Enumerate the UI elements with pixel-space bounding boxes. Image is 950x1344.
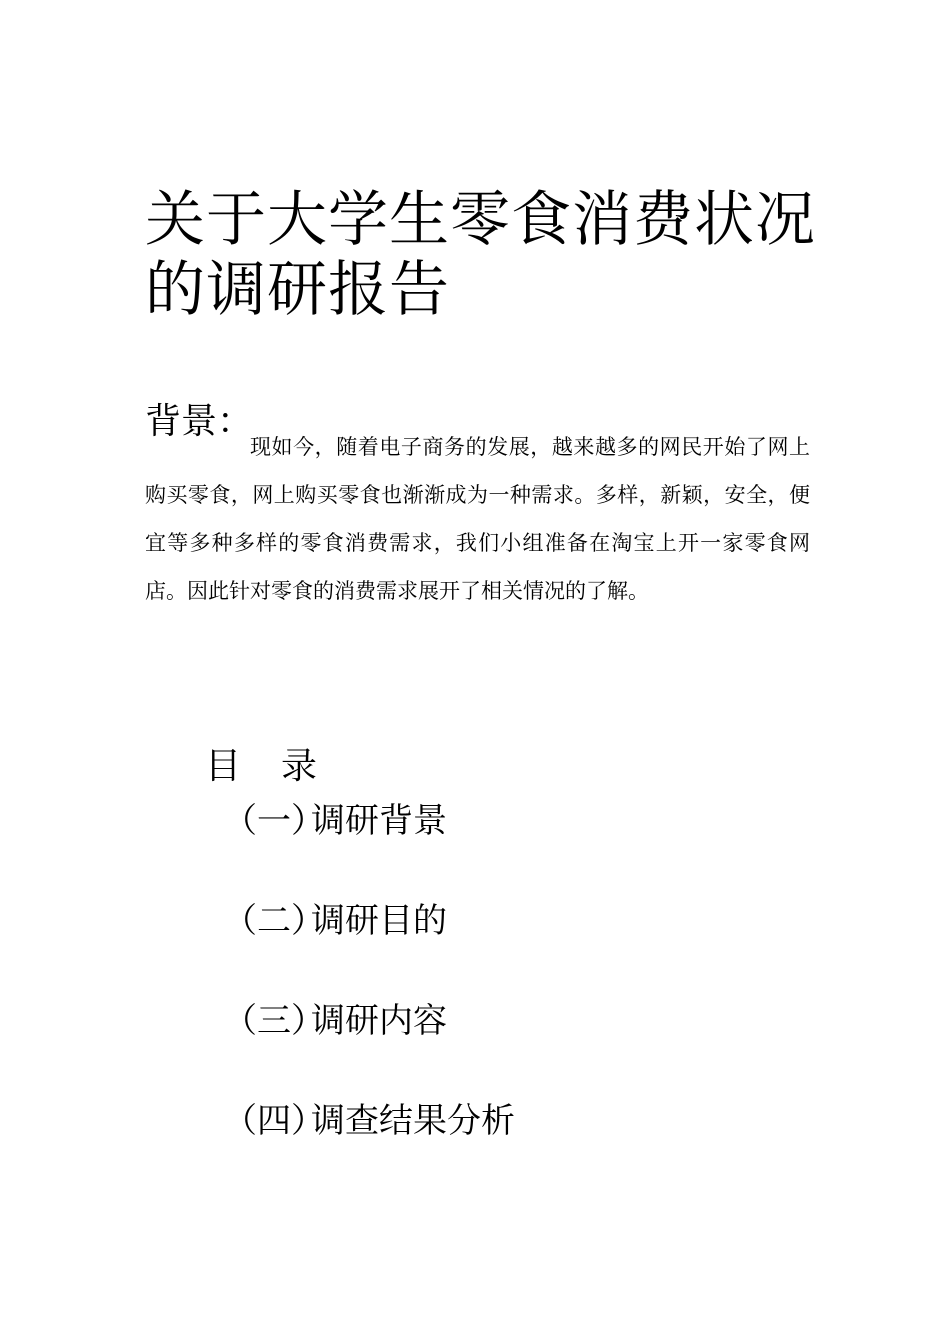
toc-item-number: （一） bbox=[223, 801, 325, 841]
toc-item-label: 调研内容 bbox=[311, 1001, 447, 1041]
table-of-contents bbox=[223, 798, 515, 1198]
toc-item[interactable] bbox=[223, 998, 515, 1098]
toc-item-label: 调研目的 bbox=[311, 901, 447, 941]
title-line-2: 的调研报告 bbox=[145, 255, 450, 325]
toc-item-number: （二） bbox=[223, 901, 325, 941]
toc-item[interactable] bbox=[223, 798, 515, 898]
toc-item-label: 调研背景 bbox=[311, 801, 447, 841]
toc-item-number: （三） bbox=[223, 1001, 325, 1041]
background-paragraph: 现如今，随着电子商务的发展，越来越多的网民开始了网上购买零食，网上购买零食也渐渐成为一种需求。多样，新颖，安全，便宜等多种多样的零食消费需求，我们小组准备在淘宝上开一家零食网店。因此针对零食的消费需求展开了相关情况的了解。 bbox=[145, 435, 810, 603]
document-title bbox=[145, 185, 825, 325]
toc-item-label: 调查结果分析 bbox=[311, 1101, 515, 1141]
toc-item-number: （四） bbox=[223, 1101, 325, 1141]
title-line-1: 关于大学生零食消费状况 bbox=[145, 185, 816, 255]
background-heading: 背景： bbox=[145, 401, 254, 442]
toc-item[interactable] bbox=[223, 898, 515, 998]
toc-item[interactable] bbox=[223, 1098, 515, 1198]
toc-title: 目 录 bbox=[205, 746, 320, 787]
